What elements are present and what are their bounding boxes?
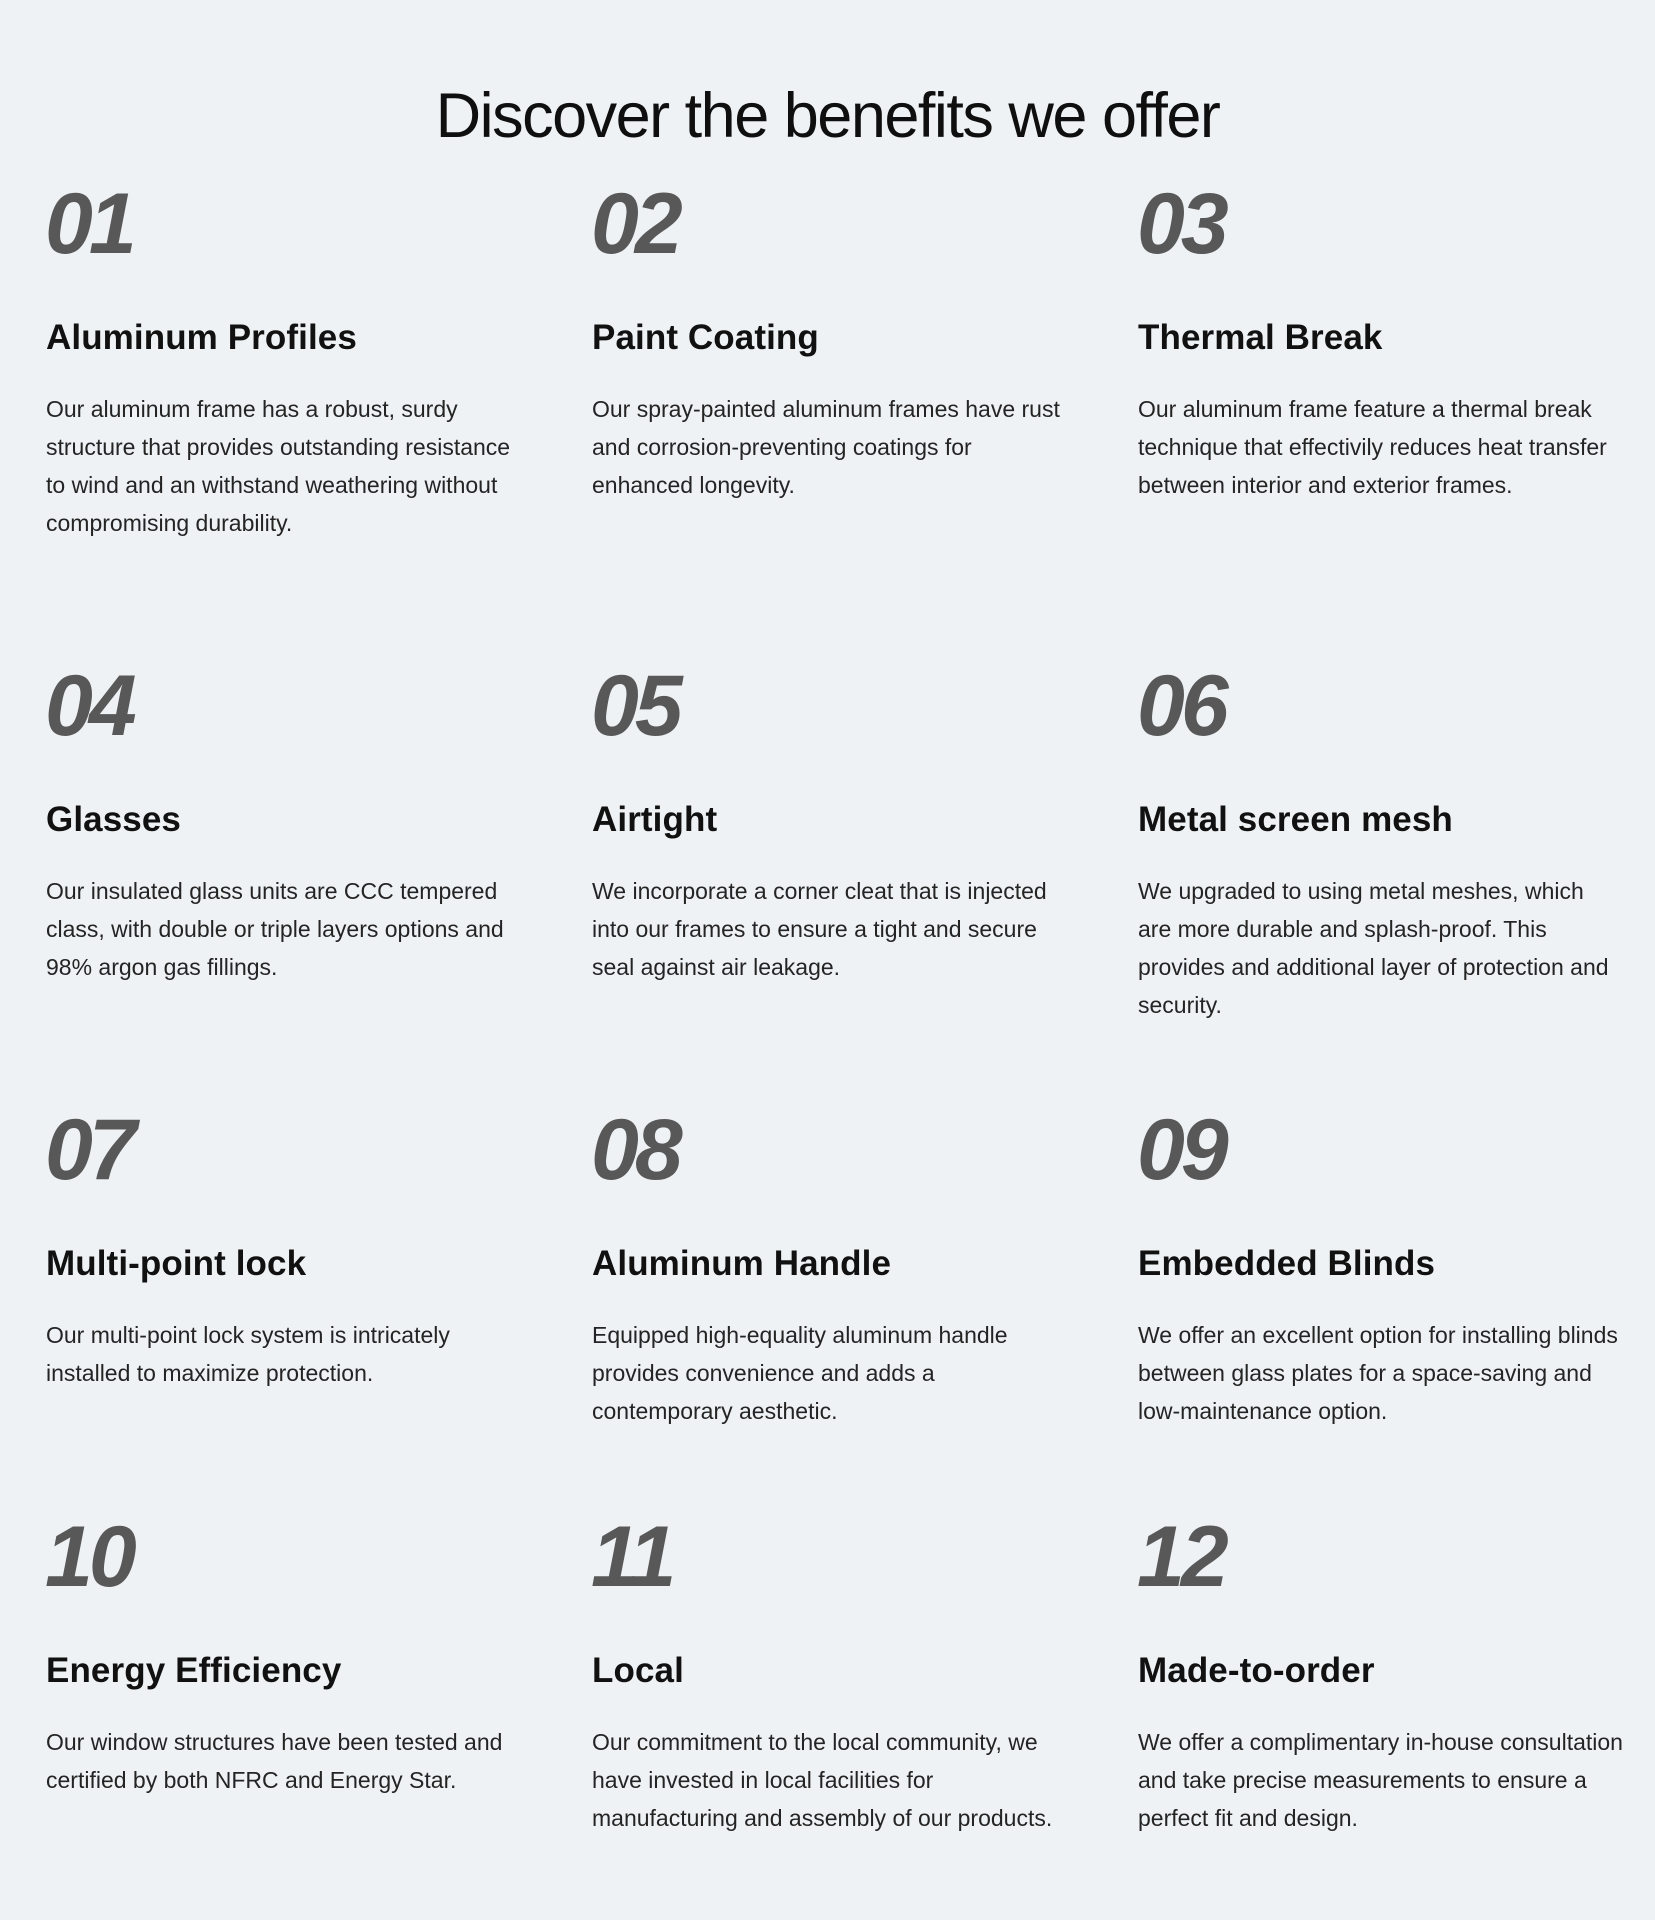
benefit-title: Metal screen mesh <box>1138 800 1453 839</box>
benefit-card-glasses <box>46 658 592 1102</box>
benefit-description: Our aluminum frame has a robust, surdy structure that provides outstanding resistance to wind and an withstand weathering without compromising durability. <box>46 396 511 537</box>
benefit-number: 04 <box>45 658 133 754</box>
benefit-title: Embedded Blinds <box>1138 1244 1436 1283</box>
benefit-number: 06 <box>1137 658 1225 754</box>
benefit-title: Thermal Break <box>1138 318 1383 357</box>
benefit-description: Equipped high-equality aluminum handle provides convenience and adds a contemporary aesthetic. <box>592 1322 1008 1425</box>
benefits-grid <box>46 176 1626 1889</box>
benefit-number: 01 <box>45 176 133 272</box>
benefit-description: We offer an excellent option for installing blinds between glass plates for a space-saving and low-maintenance option. <box>1138 1322 1618 1425</box>
benefit-description: We upgraded to using metal meshes, which are more durable and splash-proof. This provides and additional layer of protection and security. <box>1138 878 1609 1019</box>
benefit-description: Our window structures have been tested and certified by both NFRC and Energy Star. <box>46 1729 503 1794</box>
benefit-title: Multi-point lock <box>46 1244 307 1283</box>
benefit-title: Glasses <box>46 800 181 839</box>
benefit-description: Our multi-point lock system is intricately installed to maximize protection. <box>46 1322 450 1387</box>
benefit-card-thermal-break <box>1138 176 1626 658</box>
benefit-number: 10 <box>45 1509 133 1605</box>
benefit-card-embedded-blinds <box>1138 1102 1626 1509</box>
benefit-card-airtight <box>592 658 1138 1102</box>
benefit-number: 09 <box>1137 1102 1225 1198</box>
benefit-card-energy-efficiency <box>46 1509 592 1889</box>
benefit-title: Airtight <box>592 800 718 839</box>
benefit-title: Local <box>592 1651 684 1690</box>
benefit-card-metal-screen-mesh <box>1138 658 1626 1102</box>
benefit-title: Aluminum Profiles <box>46 318 357 357</box>
benefit-description: We incorporate a corner cleat that is injected into our frames to ensure a tight and secure seal against air leakage. <box>592 878 1047 981</box>
benefit-number: 03 <box>1137 176 1225 272</box>
benefit-card-made-to-order <box>1138 1509 1626 1889</box>
benefit-card-local <box>592 1509 1138 1889</box>
benefit-card-aluminum-handle <box>592 1102 1138 1509</box>
benefit-description: Our insulated glass units are CCC tempered class, with double or triple layers options and 98% argon gas fillings. <box>46 878 504 981</box>
benefit-description: Our spray-painted aluminum frames have rust and corrosion-preventing coatings for enhanced longevity. <box>592 396 1060 499</box>
benefit-title: Paint Coating <box>592 318 819 357</box>
benefit-description: We offer a complimentary in-house consultation and take precise measurements to ensure a perfect fit and design. <box>1138 1729 1623 1832</box>
benefit-number: 07 <box>45 1102 133 1198</box>
benefit-number: 05 <box>591 658 679 754</box>
benefit-title: Made-to-order <box>1138 1651 1375 1690</box>
benefit-number: 11 <box>591 1509 673 1605</box>
page-title: Discover the benefits we offer <box>435 81 1220 152</box>
benefit-number: 08 <box>591 1102 679 1198</box>
benefit-title: Energy Efficiency <box>46 1651 342 1690</box>
benefit-description: Our commitment to the local community, we have invested in local facilities for manufacturing and assembly of our products. <box>592 1729 1053 1832</box>
benefit-description: Our aluminum frame feature a thermal break technique that effectivily reduces heat transfer between interior and exterior frames. <box>1138 396 1607 499</box>
benefit-title: Aluminum Handle <box>592 1244 892 1283</box>
benefit-number: 12 <box>1137 1509 1225 1605</box>
benefit-card-multi-point-lock <box>46 1102 592 1509</box>
benefit-card-paint-coating <box>592 176 1138 658</box>
benefit-number: 02 <box>591 176 679 272</box>
benefit-card-aluminum-profiles <box>46 176 592 658</box>
